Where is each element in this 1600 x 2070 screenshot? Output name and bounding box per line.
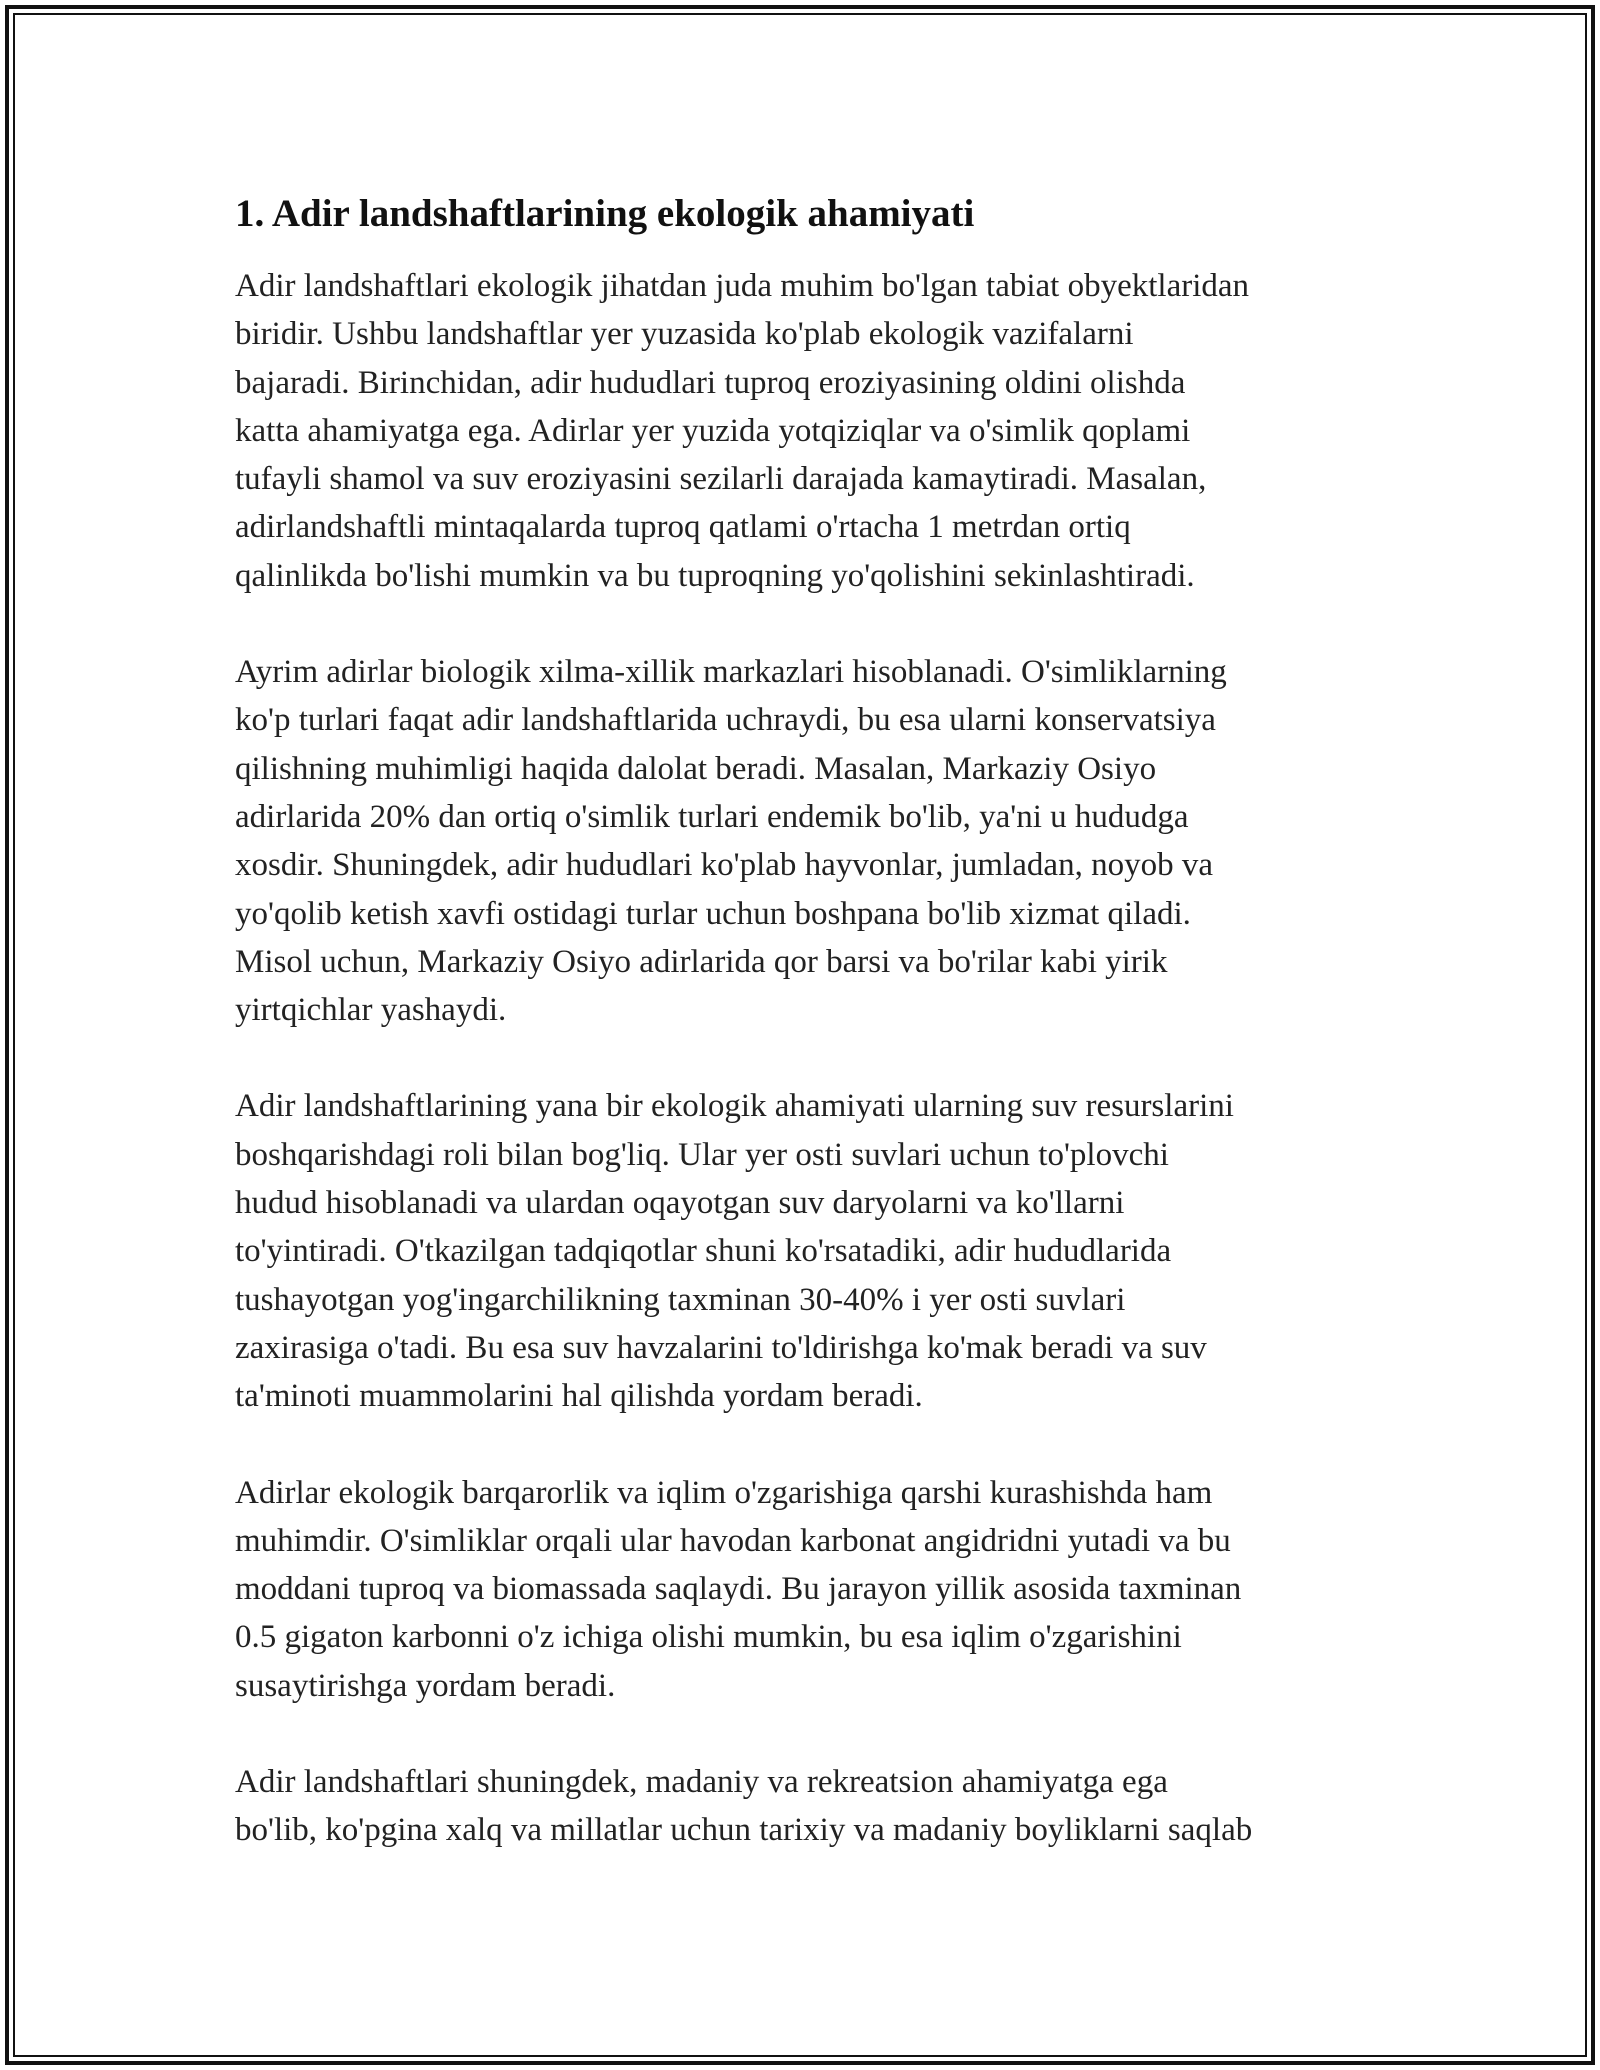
text-line: muhimdir. O'simliklar orqali ular havodan karbonat angidridni yutadi va bu xyxy=(235,1522,1231,1559)
text-line: Misol uchun, Markaziy Osiyo adirlarida qor barsi va bo'rilar kabi yirik xyxy=(235,943,1168,980)
text-line: adirlarida 20% dan ortiq o'simlik turlari endemik bo'lib, ya'ni u hududga xyxy=(235,798,1189,835)
text-line: tushayotgan yog'ingarchilikning taxminan 30-40% i yer osti suvlari xyxy=(235,1281,1126,1318)
paragraph-1 xyxy=(235,262,1375,600)
paragraph-4 xyxy=(235,1469,1375,1710)
text-line: Adirlar ekologik barqarorlik va iqlim o'zgarishiga qarshi kurashishda ham xyxy=(235,1474,1213,1511)
paragraph-2 xyxy=(235,648,1375,1034)
text-line: Adir landshaftlari ekologik jihatdan juda muhim bo'lgan tabiat obyektlaridan xyxy=(235,268,1250,304)
text-line: yo'qolib ketish xavfi ostidagi turlar uchun boshpana bo'lib xizmat qiladi. xyxy=(235,895,1191,932)
text-line: Ayrim adirlar biologik xilma-xillik markazlari hisoblanadi. O'simliklarning xyxy=(235,654,1227,691)
text-line: qilishning muhimligi haqida dalolat beradi. Masalan, Markaziy Osiyo xyxy=(235,750,1157,787)
paragraph-5 xyxy=(235,1758,1375,1855)
text-line: biridir. Ushbu landshaftlar yer yuzasida ko'plab ekologik vazifalarni xyxy=(235,316,1134,353)
text-line: tufayli shamol va suv eroziyasini sezilarli darajada kamaytiradi. Masalan, xyxy=(235,461,1207,498)
text-line: ta'minoti muammolarini hal qilishda yordam beradi. xyxy=(235,1378,923,1415)
text-line: qalinlikda bo'lishi mumkin va bu tuproqning yo'qolishini sekinlashtiradi. xyxy=(235,557,1195,594)
text-line: bo'lib, ko'pgina xalq va millatlar uchun tarixiy va madaniy boyliklarni saqlab xyxy=(235,1812,1253,1849)
text-line: katta ahamiyatga ega. Adirlar yer yuzida yotqiziqlar va o'simlik qoplami xyxy=(235,412,1191,449)
text-line: 0.5 gigaton karbonni o'z ichiga olishi mumkin, bu esa iqlim o'zgarishini xyxy=(235,1619,1182,1656)
document-body xyxy=(235,188,1375,1903)
text-line: Adir landshaftlarining yana bir ekologik ahamiyati ularning suv resurslarini xyxy=(235,1088,1234,1125)
text-line: zaxirasiga o'tadi. Bu esa suv havzalarini to'ldirishga ko'mak beradi va suv xyxy=(235,1329,1207,1366)
text-line: yirtqichlar yashaydi. xyxy=(235,992,507,1029)
text-line: xosdir. Shuningdek, adir hududlari ko'plab hayvonlar, jumladan, noyob va xyxy=(235,847,1213,884)
text-line: Adir landshaftlari shuningdek, madaniy va rekreatsion ahamiyatga ega xyxy=(235,1764,1168,1801)
text-line: moddani tuproq va biomassada saqlaydi. Bu jarayon yillik asosida taxminan xyxy=(235,1571,1242,1608)
text-line: ko'p turlari faqat adir landshaftlarida uchraydi, bu esa ularni konservatsiya xyxy=(235,702,1216,739)
text-line: hudud hisoblanadi va ulardan oqayotgan suv daryolarni va ko'llarni xyxy=(235,1185,1125,1222)
text-line: adirlandshaftli mintaqalarda tuproq qatlami o'rtacha 1 metrdan ortiq xyxy=(235,509,1131,546)
section-heading: 1. Adir landshaftlarining ekologik ahamiyati xyxy=(235,192,975,235)
text-line: bajaradi. Birinchidan, adir hududlari tuproq eroziyasining oldini olishda xyxy=(235,364,1186,401)
text-line: susaytirishga yordam beradi. xyxy=(235,1667,616,1704)
paragraph-3 xyxy=(235,1082,1375,1420)
text-line: to'yintiradi. O'tkazilgan tadqiqotlar shuni ko'rsatadiki, adir hududlarida xyxy=(235,1233,1172,1270)
text-line: boshqarishdagi roli bilan bog'liq. Ular yer osti suvlari uchun to'plovchi xyxy=(235,1136,1169,1173)
